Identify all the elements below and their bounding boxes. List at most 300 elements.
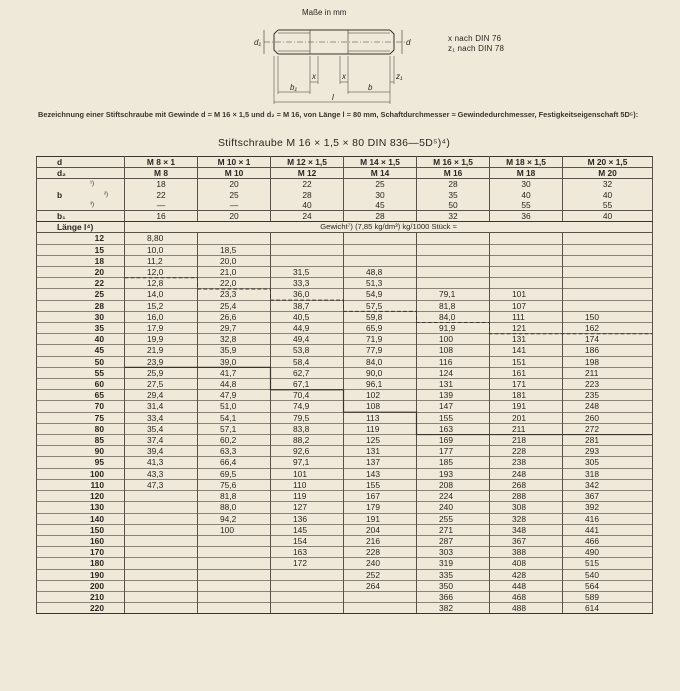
weight-value: 12,0	[125, 267, 198, 278]
cell-b: 55	[563, 200, 653, 211]
cell-d: M 18 × 1,5	[490, 157, 563, 168]
cell-b: 50	[417, 200, 490, 211]
table-row	[37, 379, 653, 390]
legend-z1-din78: z₁ nach DIN 78	[448, 44, 505, 53]
length-value: 90	[37, 446, 125, 457]
weight-value: 177	[417, 446, 490, 457]
weight-value: 303	[417, 547, 490, 558]
table-title: Stiftschraube M 16 × 1,5 × 80 DIN 836—5D⁵)⁴)	[218, 137, 451, 149]
weight-value: 47,3	[125, 479, 198, 490]
cell-d: M 12 × 1,5	[271, 157, 344, 168]
cell-b: 18	[125, 179, 198, 190]
length-value: 12	[37, 233, 125, 244]
weight-value: 32,8	[198, 334, 271, 345]
length-value: 30	[37, 311, 125, 322]
weight-value: 167	[344, 491, 417, 502]
label-d: d	[37, 157, 125, 168]
cell-b1: 40	[563, 211, 653, 222]
length-label: Länge l⁴)	[37, 222, 125, 233]
table-row	[37, 502, 653, 513]
length-value: 190	[37, 569, 125, 580]
weight-value: 119	[271, 491, 344, 502]
weight-value: 124	[417, 367, 490, 378]
weight-value: 186	[563, 345, 653, 356]
weight-value: 59,8	[344, 311, 417, 322]
weight-value: 319	[417, 558, 490, 569]
weight-value: 23,3	[198, 289, 271, 300]
weight-value: 108	[344, 401, 417, 412]
row-d2	[37, 168, 653, 179]
weight-value: 181	[490, 390, 563, 401]
weight-value: 74,9	[271, 401, 344, 412]
weight-value: 268	[490, 479, 563, 490]
weight-value: 25,9	[125, 367, 198, 378]
cell-b: 25	[198, 190, 271, 200]
weight-value	[125, 547, 198, 558]
weight-value: 29,7	[198, 323, 271, 334]
weight-value: 540	[563, 569, 653, 580]
weight-value: 70,4	[271, 390, 344, 401]
weight-value: 271	[417, 524, 490, 535]
weight-value: 139	[417, 390, 490, 401]
length-value: 95	[37, 457, 125, 468]
length-value: 20	[37, 267, 125, 278]
weight-value: 342	[563, 479, 653, 490]
weight-value	[344, 244, 417, 255]
length-value: 85	[37, 435, 125, 446]
table-row	[37, 390, 653, 401]
weight-value: 218	[490, 435, 563, 446]
weight-value: 83,8	[271, 423, 344, 434]
cell-b: 28	[417, 179, 490, 190]
length-value: 170	[37, 547, 125, 558]
weight-value: 111	[490, 311, 563, 322]
weight-value	[417, 233, 490, 244]
cell-d: M 20 × 1,5	[563, 157, 653, 168]
weight-value: 35,4	[125, 423, 198, 434]
weight-value: 88,2	[271, 435, 344, 446]
figure-title: Maße in mm	[302, 8, 347, 17]
length-value: 140	[37, 513, 125, 524]
weight-value: 163	[417, 423, 490, 434]
table-row	[37, 535, 653, 546]
length-value: 100	[37, 468, 125, 479]
weight-value: 41,7	[198, 367, 271, 378]
weight-value: 141	[490, 345, 563, 356]
cell-b: —	[125, 200, 198, 211]
row-length-header	[37, 222, 653, 233]
table-row	[37, 603, 653, 614]
weight-value: 39,4	[125, 446, 198, 457]
weight-value: 204	[344, 524, 417, 535]
weight-value	[417, 267, 490, 278]
weight-value	[344, 233, 417, 244]
weight-value: 255	[417, 513, 490, 524]
table-row	[37, 491, 653, 502]
cell-b: 22	[125, 190, 198, 200]
weight-value: 198	[563, 356, 653, 367]
weight-value: 191	[490, 401, 563, 412]
cell-b: —	[198, 200, 271, 211]
weight-value: 44,8	[198, 379, 271, 390]
weight-value	[125, 603, 198, 614]
table-row	[37, 423, 653, 434]
weight-value	[198, 547, 271, 558]
cell-b: 55	[490, 200, 563, 211]
length-value: 22	[37, 278, 125, 289]
length-value: 110	[37, 479, 125, 490]
length-value: 55	[37, 367, 125, 378]
weight-value: 179	[344, 502, 417, 513]
weight-value: 8,80	[125, 233, 198, 244]
table-row	[37, 435, 653, 446]
weight-value: 51,0	[198, 401, 271, 412]
weight-value: 110	[271, 479, 344, 490]
weight-value: 201	[490, 412, 563, 423]
weight-value: 488	[490, 603, 563, 614]
weight-value: 392	[563, 502, 653, 513]
weight-value: 131	[344, 446, 417, 457]
cell-d2: M 18	[490, 168, 563, 179]
weight-value: 260	[563, 412, 653, 423]
weight-value	[563, 300, 653, 311]
weight-value: 228	[344, 547, 417, 558]
table-row	[37, 580, 653, 591]
label-b1: b₁	[290, 83, 297, 92]
weight-value: 54,1	[198, 412, 271, 423]
cell-d2: M 8	[125, 168, 198, 179]
length-value: 220	[37, 603, 125, 614]
weight-value: 47,9	[198, 390, 271, 401]
weight-value: 147	[417, 401, 490, 412]
weight-value: 154	[271, 535, 344, 546]
weight-value: 119	[344, 423, 417, 434]
table-row	[37, 457, 653, 468]
weight-value: 100	[417, 334, 490, 345]
weight-value: 11,2	[125, 255, 198, 266]
weight-value: 287	[417, 535, 490, 546]
weight-value: 91,9	[417, 323, 490, 334]
weight-value	[198, 569, 271, 580]
weight-value: 116	[417, 356, 490, 367]
weight-value: 12,8	[125, 278, 198, 289]
weight-value	[563, 267, 653, 278]
weight-value	[125, 502, 198, 513]
weight-value: 172	[271, 558, 344, 569]
weight-value: 305	[563, 457, 653, 468]
weight-value: 43,3	[125, 468, 198, 479]
weight-value	[490, 244, 563, 255]
weight-value	[417, 244, 490, 255]
weight-value: 441	[563, 524, 653, 535]
weight-value: 211	[490, 423, 563, 434]
weight-value: 96,1	[344, 379, 417, 390]
cell-b: 22	[271, 179, 344, 190]
weight-value: 63,3	[198, 446, 271, 457]
weight-value: 48,8	[344, 267, 417, 278]
weight-value: 428	[490, 569, 563, 580]
table-row	[37, 479, 653, 490]
cell-b: 40	[490, 190, 563, 200]
weight-value: 145	[271, 524, 344, 535]
weight-value: 31,5	[271, 267, 344, 278]
length-value: 210	[37, 591, 125, 602]
weight-value: 102	[344, 390, 417, 401]
weight-value	[271, 580, 344, 591]
weight-value	[125, 569, 198, 580]
table-row	[37, 278, 653, 289]
weight-value	[125, 491, 198, 502]
cell-b: 28	[271, 190, 344, 200]
label-l: l	[332, 93, 334, 102]
label-b1: b₁	[37, 211, 125, 222]
table-row	[37, 524, 653, 535]
table-row	[37, 591, 653, 602]
label-d1: d₁	[254, 38, 261, 47]
cell-b: 32	[563, 179, 653, 190]
dimension-weight-table	[36, 156, 653, 614]
weight-value: 191	[344, 513, 417, 524]
weight-value: 40,5	[271, 311, 344, 322]
weight-value: 589	[563, 591, 653, 602]
weight-value: 84,0	[344, 356, 417, 367]
weight-value: 131	[417, 379, 490, 390]
cell-b: 40	[563, 190, 653, 200]
length-value: 130	[37, 502, 125, 513]
table-row	[37, 334, 653, 345]
weight-value: 293	[563, 446, 653, 457]
label-b-text: b	[57, 189, 63, 200]
weight-value: 223	[563, 379, 653, 390]
weight-value: 155	[344, 479, 417, 490]
weight-value: 101	[490, 289, 563, 300]
length-value: 120	[37, 491, 125, 502]
weight-value: 88,0	[198, 502, 271, 513]
table-row	[37, 468, 653, 479]
cell-b: 40	[271, 200, 344, 211]
table-row	[37, 323, 653, 334]
length-value: 70	[37, 401, 125, 412]
cell-d: M 16 × 1,5	[417, 157, 490, 168]
weight-value: 348	[490, 524, 563, 535]
cell-b1: 20	[198, 211, 271, 222]
weight-value: 22,0	[198, 278, 271, 289]
weight-value	[125, 535, 198, 546]
weight-value: 15,2	[125, 300, 198, 311]
weight-value: 107	[490, 300, 563, 311]
weight-value: 150	[563, 311, 653, 322]
weight-value: 81,8	[417, 300, 490, 311]
weight-value	[344, 591, 417, 602]
weight-value	[198, 591, 271, 602]
weight-value: 77,9	[344, 345, 417, 356]
weight-value: 174	[563, 334, 653, 345]
weight-value	[198, 558, 271, 569]
label-z1: z₁	[396, 72, 403, 81]
table-row	[37, 255, 653, 266]
weight-value: 49,4	[271, 334, 344, 345]
weight-value: 41,3	[125, 457, 198, 468]
weight-value: 169	[417, 435, 490, 446]
weight-value: 272	[563, 423, 653, 434]
table-row	[37, 513, 653, 524]
cell-d2: M 10	[198, 168, 271, 179]
weight-value: 448	[490, 580, 563, 591]
weight-value: 318	[563, 468, 653, 479]
weight-value: 92,6	[271, 446, 344, 457]
weight-value	[417, 278, 490, 289]
weight-value: 75,6	[198, 479, 271, 490]
label-d2: d₂	[37, 168, 125, 179]
weight-value: 281	[563, 435, 653, 446]
table-row	[37, 311, 653, 322]
weight-value: 171	[490, 379, 563, 390]
weight-value: 38,7	[271, 300, 344, 311]
weight-value: 16,0	[125, 311, 198, 322]
weight-value: 90,0	[344, 367, 417, 378]
weight-value: 58,4	[271, 356, 344, 367]
weight-value	[344, 603, 417, 614]
weight-value: 228	[490, 446, 563, 457]
table-row	[37, 401, 653, 412]
weight-value: 252	[344, 569, 417, 580]
weight-value: 367	[490, 535, 563, 546]
weight-value: 79,5	[271, 412, 344, 423]
cell-b: 25	[344, 179, 417, 190]
weight-value: 308	[490, 502, 563, 513]
cell-b1: 16	[125, 211, 198, 222]
weight-value: 100	[198, 524, 271, 535]
weight-value: 10,0	[125, 244, 198, 255]
length-value: 150	[37, 524, 125, 535]
weight-value: 94,2	[198, 513, 271, 524]
table-row	[37, 345, 653, 356]
weight-value: 19,9	[125, 334, 198, 345]
length-value: 15	[37, 244, 125, 255]
weight-value	[563, 278, 653, 289]
length-value: 160	[37, 535, 125, 546]
length-value: 80	[37, 423, 125, 434]
footnote-mark: ³)	[37, 200, 125, 211]
weight-value: 25,4	[198, 300, 271, 311]
cell-b1: 28	[344, 211, 417, 222]
weight-value: 240	[417, 502, 490, 513]
weight-value	[563, 289, 653, 300]
weight-value	[198, 233, 271, 244]
weight-value: 248	[490, 468, 563, 479]
table-row	[37, 300, 653, 311]
label-x-right: x	[342, 72, 346, 81]
weight-value: 367	[563, 491, 653, 502]
weight-value: 31,4	[125, 401, 198, 412]
weight-value: 238	[490, 457, 563, 468]
cell-d: M 10 × 1	[198, 157, 271, 168]
weight-value: 71,9	[344, 334, 417, 345]
table-row	[37, 244, 653, 255]
weight-value: 62,7	[271, 367, 344, 378]
designation-example: Bezeichnung einer Stiftschraube mit Gewinde d = M 16 × 1,5 und d₂ = M 16, von Länge l = 80 mm, Schaftdurchmesser ≈ Gewindedurchmesser, Festigkeitseigenschaft 5D⁵):	[38, 110, 639, 119]
weight-value: 185	[417, 457, 490, 468]
weight-value: 224	[417, 491, 490, 502]
weight-value	[125, 524, 198, 535]
weight-value: 51,3	[344, 278, 417, 289]
length-value: 75	[37, 412, 125, 423]
weight-value: 29,4	[125, 390, 198, 401]
weight-value: 335	[417, 569, 490, 580]
cell-b1: 36	[490, 211, 563, 222]
table-row	[37, 412, 653, 423]
weight-value: 614	[563, 603, 653, 614]
weight-value: 248	[563, 401, 653, 412]
length-value: 60	[37, 379, 125, 390]
weight-value: 382	[417, 603, 490, 614]
weight-value	[125, 580, 198, 591]
weight-value: 155	[417, 412, 490, 423]
weight-value: 101	[271, 468, 344, 479]
weight-value	[490, 278, 563, 289]
weight-value: 66,4	[198, 457, 271, 468]
length-value: 35	[37, 323, 125, 334]
length-value: 50	[37, 356, 125, 367]
weight-value: 21,0	[198, 267, 271, 278]
weight-value: 81,8	[198, 491, 271, 502]
row-b1	[37, 211, 653, 222]
weight-value: 36,0	[271, 289, 344, 300]
weight-value: 60,2	[198, 435, 271, 446]
cell-b: 35	[417, 190, 490, 200]
weight-value	[198, 580, 271, 591]
cell-b: 30	[490, 179, 563, 190]
weight-value: 35,9	[198, 345, 271, 356]
row-d	[37, 157, 653, 168]
weight-value: 161	[490, 367, 563, 378]
length-value: 28	[37, 300, 125, 311]
weight-value: 125	[344, 435, 417, 446]
table-row	[37, 558, 653, 569]
length-value: 40	[37, 334, 125, 345]
weight-value: 57,1	[198, 423, 271, 434]
cell-d: M 8 × 1	[125, 157, 198, 168]
weight-value	[344, 255, 417, 266]
length-value: 45	[37, 345, 125, 356]
weight-value: 408	[490, 558, 563, 569]
weight-value: 240	[344, 558, 417, 569]
weight-value: 216	[344, 535, 417, 546]
weight-value: 163	[271, 547, 344, 558]
cell-d2: M 14	[344, 168, 417, 179]
weight-value: 39,0	[198, 356, 271, 367]
weight-value: 23,9	[125, 356, 198, 367]
weight-value	[563, 244, 653, 255]
length-value: 25	[37, 289, 125, 300]
weight-value	[125, 558, 198, 569]
weight-value: 14,0	[125, 289, 198, 300]
legend-x-din76: x nach DIN 76	[448, 34, 502, 43]
weight-value: 564	[563, 580, 653, 591]
table-row	[37, 446, 653, 457]
weight-value	[490, 267, 563, 278]
weight-value: 69,5	[198, 468, 271, 479]
weight-value	[198, 603, 271, 614]
cell-b: 20	[198, 179, 271, 190]
weight-value: 468	[490, 591, 563, 602]
weight-value: 366	[417, 591, 490, 602]
cell-b: 45	[344, 200, 417, 211]
weight-value	[271, 244, 344, 255]
weight-value: 27,5	[125, 379, 198, 390]
table-row	[37, 356, 653, 367]
cell-b: 30	[344, 190, 417, 200]
